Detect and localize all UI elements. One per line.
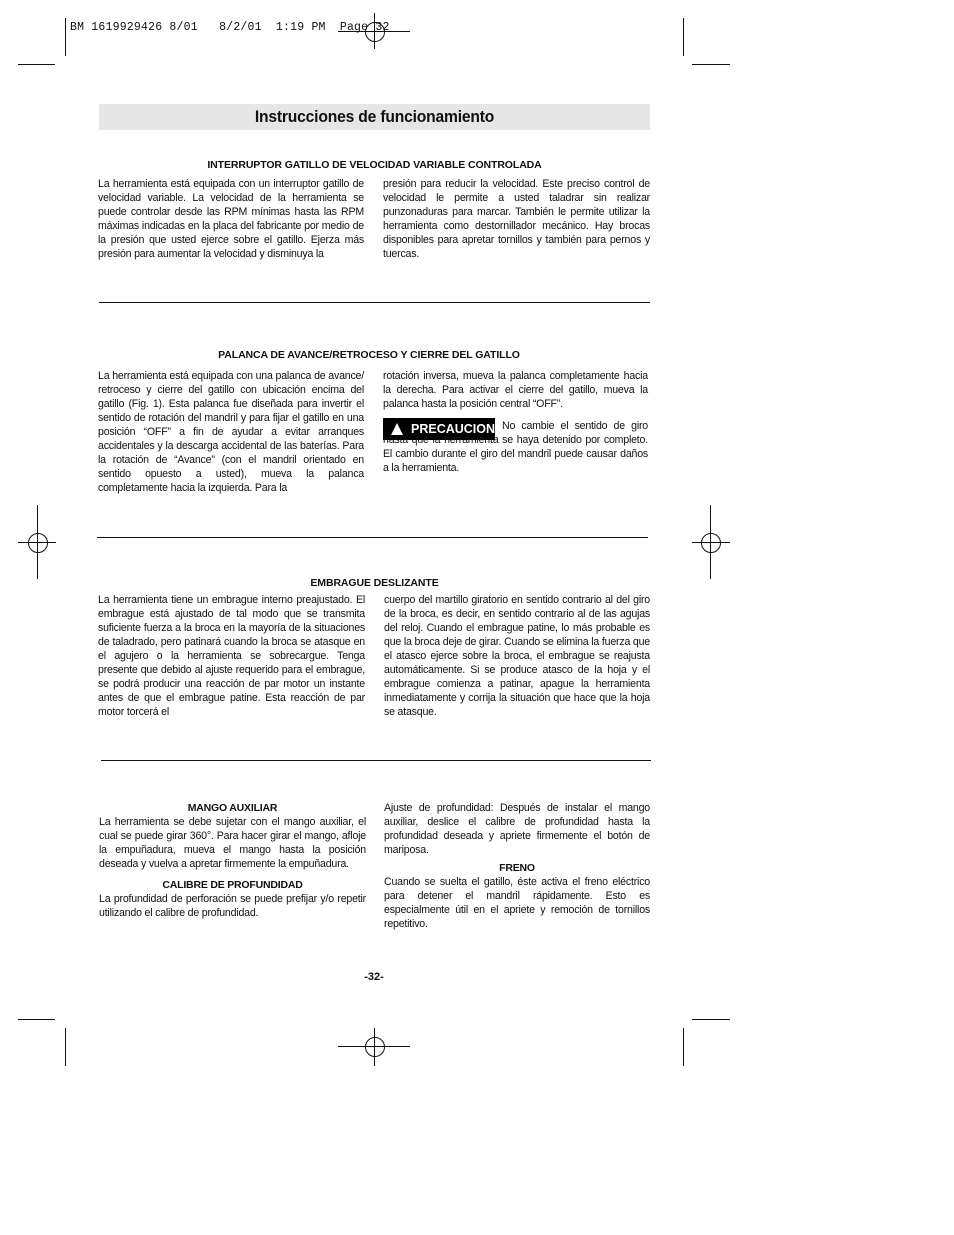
section-heading-clutch: EMBRAGUE DESLIZANTE	[310, 577, 439, 589]
caution-text	[383, 419, 648, 475]
paragraph: presión para reducir la velocidad. Este preciso control de velocidad le permite a usted taladrar sin realizar punzonaduras para marcar. También le permite utilizar la herramienta como destornillador mecánico. Hay brocas disponibles para apretar tornillos y también para pernos y tuercas.	[383, 178, 650, 260]
clutch-text-right	[384, 593, 650, 719]
depth-text: La profundidad de perforación se puede prefijar y/o repetir utilizando el calibre de profundidad.	[99, 893, 366, 919]
lever-text-left	[98, 369, 364, 495]
registration-circle	[701, 533, 721, 553]
handle-depth-column	[99, 801, 366, 920]
paragraph: rotación inversa, mueva la palanca completamente hacia la derecha. Para activar el cierre del gatillo, mueva la palanca hasta la posición central “OFF”.	[383, 370, 648, 410]
crop-mark	[18, 64, 55, 65]
paragraph: La herramienta está equipada con un interruptor gatillo de velocidad variable. La velocidad de la herramienta se puede controlar desde las RPM mínimas hasta las RPM máximas indicadas en la placa del fabricante por medio de la presión que usted ejerce sobre el gatillo. Ejerza más presión para aumentar la velocidad y disminuya la	[98, 178, 364, 260]
caution-label: PRECAUCION	[411, 422, 496, 436]
page-title-bar	[99, 104, 650, 130]
clutch-text-left	[98, 593, 365, 719]
paragraph: No cambie el sentido de giro hasta que la herramienta se haya detenido por completo. El cambio durante el giro del mandril puede causar daños a la herramienta.	[383, 420, 648, 474]
section-divider	[97, 537, 648, 538]
switch-text-left	[98, 177, 364, 261]
section-divider	[101, 760, 651, 761]
crop-mark	[18, 1019, 55, 1020]
paragraph: La herramienta está equipada con una palanca de avance/ retroceso y cierre del gatillo con ubicación encima del gatillo (Fig. 1). Esta palanca fue diseñada para invertir el sentido de rotación del mandril y para fijar el gatillo en una posición “OFF” a fin de ayudar a evitar arranques accidentales y la descarga accidental de las baterías. Para la rotación de “Avance” (con el mandril orientado en sentido opuesto a usted), mueva la palanca completamente hacia la izquierda. Para la	[98, 370, 364, 494]
crop-mark	[65, 1028, 66, 1066]
registration-circle	[28, 533, 48, 553]
section-heading-depth: CALIBRE DE PROFUNDIDAD	[162, 879, 303, 891]
crop-mark	[65, 18, 66, 56]
brake-text: Cuando se suelta el gatillo, éste activa el freno eléctrico para detener el mandril rápidamente. Esto es especialmente útil en el apriete y remoción de tornillos repetitivo.	[384, 876, 650, 930]
crop-mark	[692, 64, 730, 65]
paragraph: La herramienta tiene un embrague interno preajustado. El embrague está ajustado de tal modo que se transmita suficiente fuerza a la broca en la mayoría de la situaciones de taladrado, pero patinará cuando la broca se atasque en el agujero o la herramienta se sobrecargue. Tenga presente que debido al ajuste requerido para el embrague, se podrá producir una reacción de par motor un instante antes de que el embrague patine. Esta reacción de par motor torcerá el	[98, 594, 365, 718]
print-slug-line: BM 1619929426 8/01 8/2/01 1:19 PM Page 32	[70, 21, 390, 34]
handle-text: La herramienta se debe sujetar con el mango auxiliar, el cual se puede girar 360°. Para hacer girar el mango, afloje la empuñadura, mueva el mango hasta la posición deseada y vuelva a apretar firmemente la empuñadura.	[99, 816, 366, 870]
section-heading-lever: PALANCA DE AVANCE/RETROCESO Y CIERRE DEL GATILLO	[218, 349, 520, 361]
section-heading-brake: FRENO	[499, 862, 535, 874]
lever-text-right	[383, 369, 648, 411]
page-title: Instrucciones de funcionamiento	[254, 107, 495, 126]
adjust-brake-column	[384, 801, 650, 931]
paragraph: cuerpo del martillo giratorio en sentido contrario al del giro de la broca, es decir, en sentido contrario al de las agujas del reloj. Cuando el embrague patine, lo más probable es que la broca deje de girar. Cuando se elimina la fuerza que el atasco ejerce sobre la broca, el embrague se reajusta automáticamente. Si se produce atasco de la hoja y el embrague comienza a patinar, apague la herramienta inmediatamente y corrija la situación que hace que la hoja se atasque.	[384, 594, 650, 718]
crop-mark	[683, 18, 684, 56]
page-number: -32-	[364, 971, 384, 983]
section-heading-handle: MANGO AUXILIAR	[187, 802, 278, 814]
section-divider	[99, 302, 650, 303]
crop-mark	[692, 1019, 730, 1020]
section-heading-switch: INTERRUPTOR GATILLO DE VELOCIDAD VARIABLE CONTROLADA	[207, 159, 542, 171]
depth-adjust-text: Ajuste de profundidad: Después de instalar el mango auxiliar, deslice el calibre de profundidad hasta la profundidad deseada y apriete firmemente el botón de mariposa.	[384, 802, 650, 856]
registration-circle	[365, 1037, 385, 1057]
switch-text-right	[383, 177, 650, 261]
crop-mark	[683, 1028, 684, 1066]
